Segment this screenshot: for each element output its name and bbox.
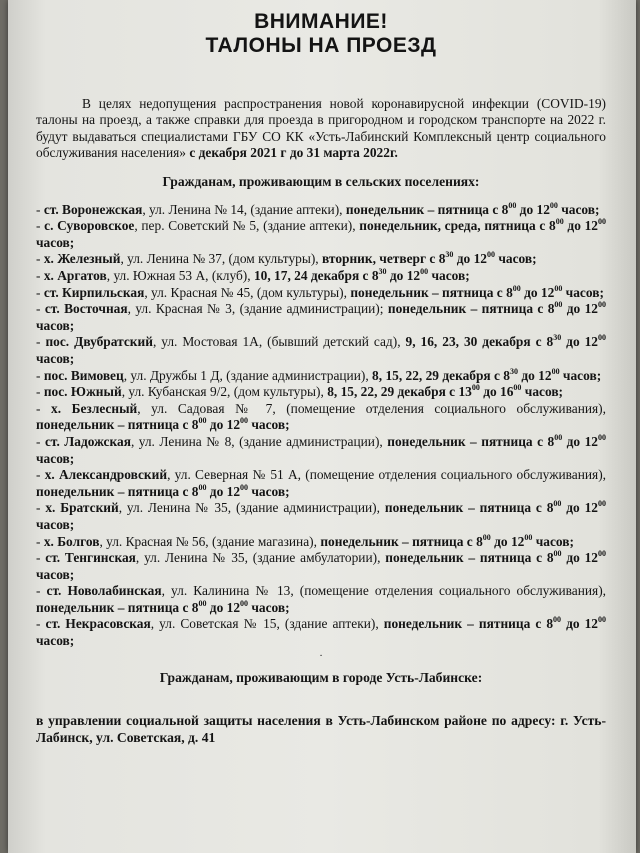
location-address: , ул. Ленина № 8, (здание администрации), [130, 433, 388, 449]
entry-dash: - [36, 550, 46, 566]
time-to: до 12 [206, 599, 241, 615]
entry-dash: - [36, 201, 44, 217]
location-schedule: вторник, четверг с 8 [322, 251, 446, 267]
notice-content [36, 10, 606, 746]
location-entry [36, 616, 606, 649]
location-entry [36, 301, 606, 334]
location-schedule: понедельник – пятница с 8 [387, 301, 555, 317]
location-address: , ул. Мостовая 1А, (бывший детский сад), [152, 334, 406, 350]
hours-suffix: часов; [494, 251, 537, 267]
hours-suffix: часов; [562, 284, 604, 300]
hours-suffix: часов; [36, 450, 75, 466]
location-entry [36, 285, 606, 302]
location-address: , ул. Советская № 15, (здание аптеки), [150, 616, 384, 632]
time-to: до 12 [562, 301, 599, 317]
time-end-minutes: 00 [549, 200, 558, 210]
location-address: , ул. Ленина № 14, (здание аптеки), [142, 201, 346, 217]
time-start-minutes: 00 [553, 499, 562, 509]
time-to: до 12 [516, 201, 550, 217]
time-start-minutes: 00 [555, 217, 564, 227]
time-end-minutes: 00 [598, 432, 606, 442]
location-schedule: понедельник – пятница с 8 [320, 533, 483, 549]
notice-title [36, 10, 606, 58]
rural-heading: Гражданам, проживающим в сельских поселениях: [162, 173, 480, 189]
time-to: до 12 [518, 367, 552, 383]
location-name: ст. Тенгинская [45, 550, 136, 566]
hours-suffix: часов; [36, 516, 75, 532]
entry-dash: - [36, 218, 45, 234]
intro-text: В целях недопущения распространения новой коронавирусной инфекции (COVID-19) талоны на проезд, а также справки для проезда в пригородном и городском транспорте на 2022 г. будут выдаваться специалистами ГБУ СО КК «Усть-Лабинский Комплексный центр социального обслуживания населения» [36, 96, 606, 161]
entry-dash: - [36, 433, 45, 449]
location-entry [36, 218, 606, 251]
city-address: в управлении социальной защиты населения в Усть-Лабинском районе по адресу: г. Усть-Лабинск, ул. Советская, д. 41 [36, 712, 606, 745]
location-name: пос. Южный [43, 384, 122, 400]
entry-dash: - [36, 301, 45, 317]
time-start-minutes: 00 [554, 432, 563, 442]
hours-suffix: часов; [36, 317, 75, 333]
location-schedule: 9, 16, 23, 30 декабря с 8 [405, 334, 554, 350]
hours-suffix: часов; [557, 201, 600, 217]
location-entry [36, 268, 606, 285]
location-entry [36, 368, 606, 385]
location-name: пос. Вимовец [43, 367, 124, 383]
divider-dot: · [319, 650, 323, 662]
hours-suffix: часов; [36, 566, 75, 582]
entry-dash: - [36, 268, 44, 283]
time-end-minutes: 00 [598, 615, 606, 625]
location-address: , ул. Ленина № 35, (здание администрации), [118, 500, 385, 516]
time-end-minutes: 00 [240, 482, 249, 492]
hours-suffix: часов; [521, 384, 564, 400]
location-entry [36, 534, 606, 551]
location-schedule: понедельник – пятница с 8 [383, 616, 554, 632]
rural-locations-list [36, 202, 606, 650]
location-entry [36, 384, 606, 401]
time-to: до 12 [453, 251, 487, 267]
time-to: до 12 [386, 268, 421, 283]
location-name: с. Суворовское [44, 218, 135, 234]
location-schedule: 10, 17, 24 декабря с 8 [253, 268, 379, 283]
hours-suffix: часов; [248, 417, 290, 433]
location-schedule: понедельник, среда, пятница с 8 [359, 218, 556, 234]
location-schedule: понедельник – пятница с 8 [384, 500, 554, 516]
location-name: ст. Некрасовская [45, 616, 151, 632]
time-to: до 12 [561, 616, 598, 632]
location-name: х. Болгов [43, 533, 100, 549]
location-schedule: понедельник – пятница с 8 [350, 284, 513, 300]
location-address: , ул. Красная № 56, (здание магазина), [99, 533, 321, 549]
location-schedule: понедельник – пятница с 8 [36, 599, 199, 615]
location-schedule: понедельник – пятница с 8 [36, 483, 199, 499]
time-start-minutes: 00 [512, 283, 521, 293]
entry-dash: - [36, 284, 44, 300]
intro-paragraph [36, 96, 606, 162]
time-start-minutes: 00 [198, 416, 207, 426]
time-end-minutes: 00 [420, 267, 429, 276]
entry-dash: - [36, 367, 44, 383]
time-start-minutes: 00 [198, 482, 207, 492]
title-line-2: ТАЛОНЫ НА ПРОЕЗД [205, 34, 437, 57]
location-name: х. Александровский [44, 467, 168, 483]
entry-dash: - [36, 616, 46, 632]
time-end-minutes: 00 [524, 532, 533, 542]
location-entry [36, 467, 606, 500]
hours-suffix: часов; [248, 599, 290, 615]
location-address: , ул. Садовая № 7, (помещение отделения социального обслуживания), [137, 400, 606, 416]
location-address: , ул. Ленина № 37, (дом культуры), [120, 251, 323, 267]
location-entry [36, 251, 606, 268]
location-name: х. Безлесный [51, 400, 138, 416]
time-start-minutes: 00 [482, 532, 491, 542]
location-entry [36, 500, 606, 533]
location-address: , ул. Дружбы 1 Д, (здание администрации), [123, 367, 373, 383]
notice-sheet [8, 0, 636, 853]
time-start-minutes: 30 [445, 250, 454, 260]
time-to: до 16 [479, 384, 514, 400]
location-address: , ул. Кубанская 9/2, (дом культуры), [121, 384, 328, 400]
time-end-minutes: 00 [598, 300, 607, 310]
entry-dash: - [36, 384, 44, 400]
time-start-minutes: 30 [510, 366, 518, 376]
hours-suffix: часов; [36, 350, 75, 366]
location-name: ст. Новолабинская [46, 583, 162, 599]
location-entry [36, 202, 606, 219]
time-to: до 12 [520, 284, 555, 300]
time-to: до 12 [490, 533, 525, 549]
entry-dash: - [36, 533, 44, 549]
time-end-minutes: 00 [240, 598, 249, 608]
time-to: до 12 [563, 218, 598, 234]
time-start-minutes: 00 [471, 383, 480, 393]
entry-dash: - [36, 583, 47, 599]
hours-suffix: часов; [36, 633, 75, 649]
time-start-minutes: 00 [198, 598, 207, 608]
location-name: х. Аргатов [43, 268, 107, 283]
location-schedule: понедельник – пятница с 8 [387, 433, 555, 449]
entry-dash: - [36, 251, 44, 267]
location-name: ст. Воронежская [43, 201, 143, 217]
location-name: х. Железный [43, 251, 121, 267]
time-start-minutes: 30 [553, 333, 562, 343]
location-entry [36, 334, 606, 367]
location-address: , ул. Красная № 45, (дом культуры), [144, 284, 351, 300]
location-schedule: понедельник – пятница с 8 [385, 550, 554, 566]
city-heading: Гражданам, проживающим в городе Усть-Лабинске: [159, 669, 483, 685]
location-address: , ул. Ленина № 35, (здание амбулатории), [135, 550, 386, 566]
time-to: до 12 [206, 417, 241, 433]
location-schedule: понедельник – пятница с 8 [345, 201, 509, 217]
title-line-1: ВНИМАНИЕ! [254, 10, 388, 33]
time-end-minutes: 00 [554, 283, 563, 293]
entry-dash: - [36, 334, 46, 350]
hours-suffix: часов; [36, 234, 75, 250]
entry-dash: - [36, 467, 45, 483]
time-start-minutes: 00 [508, 200, 517, 210]
location-schedule: 8, 15, 22, 29 декабря с 8 [372, 367, 510, 383]
location-address: , ул. Калинина № 13, (помещение отделения социального обслуживания), [161, 583, 607, 599]
location-entry [36, 434, 606, 467]
location-name: х. Братский [45, 500, 119, 516]
time-to: до 12 [561, 500, 598, 516]
time-end-minutes: 00 [598, 333, 606, 343]
location-address: , ул. Северная № 51 А, (помещение отделения социального обслуживания), [167, 467, 607, 483]
entry-dash: - [36, 500, 46, 516]
hours-suffix: часов; [428, 268, 470, 283]
time-start-minutes: 00 [554, 300, 563, 310]
location-name: ст. Ладожская [44, 433, 131, 449]
intro-period: с декабря 2021 г до 31 марта 2022г. [189, 145, 398, 161]
location-address: , ул. Красная № 3, (здание администрации); [127, 301, 388, 317]
time-start-minutes: 30 [378, 267, 387, 276]
time-to: до 12 [561, 550, 598, 566]
location-name: ст. Кирпильская [43, 284, 145, 300]
time-end-minutes: 00 [598, 549, 606, 559]
time-end-minutes: 00 [240, 416, 249, 426]
location-schedule: 8, 15, 22, 29 декабря с 13 [327, 384, 472, 400]
time-end-minutes: 00 [598, 217, 606, 227]
time-end-minutes: 00 [486, 250, 495, 260]
location-entry [36, 401, 606, 434]
location-name: пос. Двубратский [45, 334, 153, 350]
time-end-minutes: 00 [598, 499, 606, 509]
entry-dash: - [36, 400, 52, 416]
hours-suffix: часов; [532, 533, 574, 549]
time-to: до 12 [561, 334, 598, 350]
location-name: ст. Восточная [44, 301, 128, 317]
location-schedule: понедельник – пятница с 8 [36, 417, 199, 433]
time-end-minutes: 00 [513, 383, 522, 393]
location-address: , пер. Советский № 5, (здание аптеки), [134, 218, 360, 234]
time-start-minutes: 00 [553, 549, 562, 559]
time-to: до 12 [562, 433, 598, 449]
time-start-minutes: 00 [553, 615, 562, 625]
time-end-minutes: 00 [551, 366, 560, 376]
location-entry [36, 550, 606, 583]
hours-suffix: часов; [559, 367, 602, 383]
location-entry [36, 583, 606, 616]
location-address: , ул. Южная 53 А, (клуб), [106, 268, 254, 283]
time-to: до 12 [206, 483, 241, 499]
hours-suffix: часов; [248, 483, 290, 499]
